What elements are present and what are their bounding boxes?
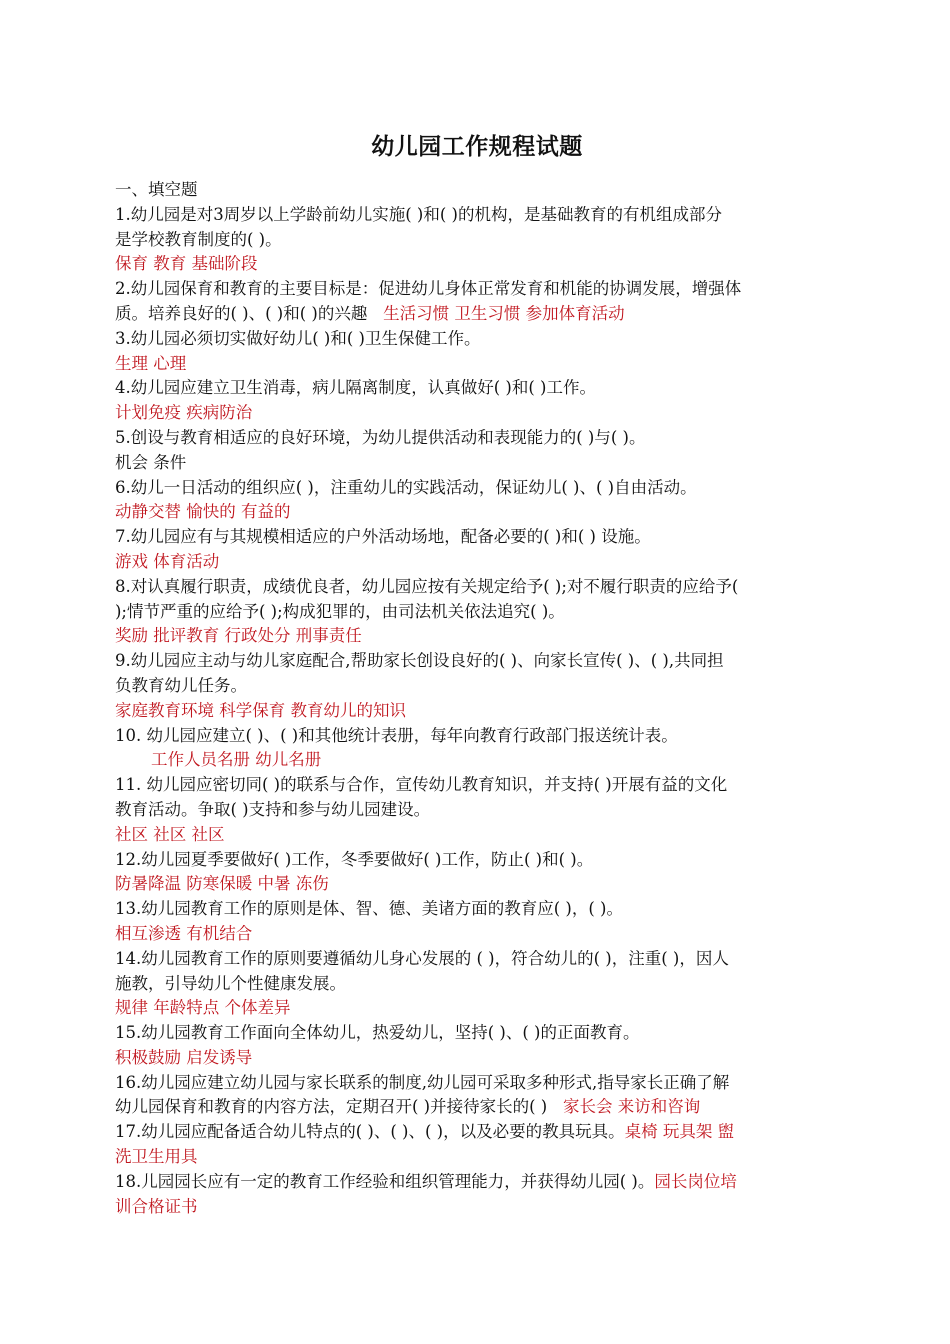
- question-12: [115, 848, 839, 898]
- question-9: [115, 649, 839, 723]
- question-10: [115, 724, 839, 774]
- question-7: [115, 525, 839, 575]
- question-text: 10. 幼儿园应建立( )、( )和其他统计表册，每年向教育行政部门报送统计表。: [115, 725, 678, 745]
- question-3: [115, 327, 839, 377]
- question-text: 17.幼儿园应配备适合幼儿特点的( )、( )、( )，以及必要的教具玩具。: [115, 1122, 625, 1142]
- answer-text: 园长岗位培: [654, 1171, 737, 1191]
- question-8: [115, 575, 839, 649]
- answer-text: 生活习惯 卫生习惯 参加体育活动: [383, 303, 625, 323]
- question-text: 12.幼儿园夏季要做好( )工作，冬季要做好( )工作，防止( )和( )。: [115, 849, 594, 869]
- answer-text: 家长会 来访和咨询: [563, 1097, 701, 1117]
- answer-text: 训合格证书: [115, 1196, 198, 1216]
- question-6: [115, 476, 839, 526]
- answer-text: 相互渗透 有机结合: [115, 923, 253, 943]
- question-text: 3.幼儿园必须切实做好幼儿( )和( )卫生保健工作。: [115, 328, 481, 348]
- answer-text: 防暑降温 防寒保暖 中暑 冻伤: [115, 874, 329, 894]
- question-17: [115, 1120, 839, 1170]
- question-4: [115, 376, 839, 426]
- answer-text: 社区 社区 社区: [115, 824, 225, 844]
- question-14: [115, 947, 839, 1021]
- question-text: 施教，引导幼儿个性健康发展。: [115, 973, 346, 993]
- answer-text: 洗卫生用具: [115, 1147, 198, 1167]
- section-heading: 一、填空题: [115, 180, 198, 199]
- answer-text: 奖励 批评教育 行政处分 刑事责任: [115, 626, 362, 646]
- question-text: 15.幼儿园教育工作面向全体幼儿，热爱幼儿，坚持( )、( )的正面教育。: [115, 1023, 640, 1043]
- answer-text: 桌椅 玩具架 盥: [624, 1122, 735, 1142]
- question-text: 质。培养良好的( )、( )和( )的兴趣: [115, 303, 368, 323]
- question-text: 7.幼儿园应有与其规模相适应的户外活动场地，配备必要的( )和( ) 设施。: [115, 527, 651, 547]
- answer-text: 保育 教育 基础阶段: [115, 254, 258, 274]
- answer-text: 游戏 体育活动: [115, 551, 220, 571]
- question-text: 4.幼儿园应建立卫生消毒，病儿隔离制度，认真做好( )和( )工作。: [115, 378, 596, 398]
- question-text: );情节严重的应给予( );构成犯罪的，由司法机关依法追究( )。: [115, 601, 565, 621]
- question-13: [115, 897, 839, 947]
- question-11: [115, 773, 839, 847]
- document-page: [115, 128, 839, 1219]
- question-text: 13.幼儿园教育工作的原则是体、智、德、美诸方面的教育应( )，( )。: [115, 899, 623, 919]
- question-16: [115, 1071, 839, 1121]
- question-15: [115, 1021, 839, 1071]
- question-text: 18.儿园园长应有一定的教育工作经验和组织管理能力，并获得幼儿园( )。: [115, 1171, 655, 1191]
- question-2: [115, 277, 839, 327]
- question-text: 11. 幼儿园应密切同( )的联系与合作，宣传幼儿教育知识，并支持( )开展有益的文化: [115, 775, 728, 795]
- question-18: [115, 1170, 839, 1220]
- question-text: 负教育幼儿任务。: [115, 675, 247, 695]
- answer-text: 动静交替 愉快的 有益的: [115, 502, 291, 522]
- question-text: 8.对认真履行职责，成绩优良者，幼儿园应按有关规定给予( );对不履行职责的应给予(: [115, 576, 739, 596]
- answer-text: 生理 心理: [115, 353, 187, 373]
- question-text: 2.幼儿园保育和教育的主要目标是：促进幼儿身体正常发育和机能的协调发展，增强体: [115, 279, 742, 299]
- question-text: 5.创设与教育相适应的良好环境，为幼儿提供活动和表现能力的( )与( )。: [115, 427, 646, 447]
- answer-text: 积极鼓励 启发诱导: [115, 1047, 253, 1067]
- question-text: 16.幼儿园应建立幼儿园与家长联系的制度,幼儿园可采取多种形式,指导家长正确了解: [115, 1072, 730, 1092]
- answer-text: 规律 年龄特点 个体差异: [115, 998, 291, 1018]
- answer-text: 计划免疫 疾病防治: [115, 403, 253, 423]
- question-text: 9.幼儿园应主动与幼儿家庭配合,帮助家长创设良好的( )、向家长宣传( )、( ),共同担: [115, 651, 724, 671]
- answer-text: 工作人员名册 幼儿名册: [151, 750, 322, 770]
- page-title: 幼儿园工作规程试题: [371, 133, 583, 160]
- question-text: 是学校教育制度的( )。: [115, 229, 282, 249]
- question-text: 幼儿园保育和教育的内容方法，定期召开( )并接待家长的( ): [115, 1097, 548, 1117]
- question-text: 6.幼儿一日活动的组织应( )，注重幼儿的实践活动，保证幼儿( )、( )自由活动。: [115, 477, 697, 497]
- answer-text: 家庭教育环境 科学保育 教育幼儿的知识: [115, 700, 406, 720]
- question-text: 1.幼儿园是对3周岁以上学龄前幼儿实施( )和( )的机构，是基础教育的有机组成部分: [115, 204, 722, 224]
- answer-text: 机会 条件: [115, 452, 187, 472]
- question-text: 教育活动。争取( )支持和参与幼儿园建设。: [115, 799, 431, 819]
- question-text: 14.幼儿园教育工作的原则要遵循幼儿身心发展的 ( )，符合幼儿的( )，注重( )，因人: [115, 948, 729, 968]
- question-1: [115, 203, 839, 277]
- question-5: [115, 426, 839, 476]
